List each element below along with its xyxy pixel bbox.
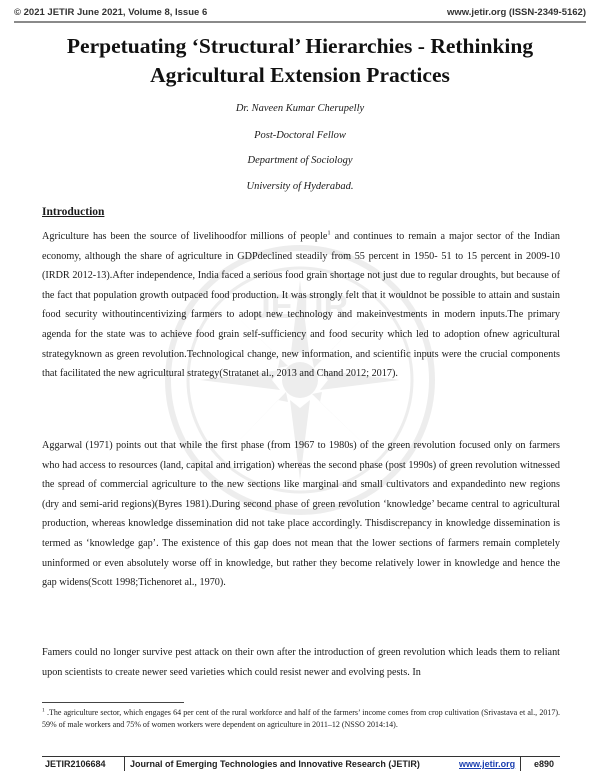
intro-paragraph-3: Famers could no longer survive pest attack on their own after the introduction of green revolution which leads them to reliant upon scientists to create newer seed varieties which could resist newer and evolving pests. In [42, 647, 560, 678]
author-position: Post-Doctoral Fellow [254, 130, 346, 141]
intro-paragraph-2: Aggarwal (1971) points out that while the first phase (from 1967 to 1980s) of the green revolution focused only on farmers who had access to resources (land, capital and irrigation) whereas the second phase (post 1990s) of green revolution witnessed the spread of commercial agriculture to the new sections like marginal and small cultivators and expandedinto new regions (dry and semi-arid regions)(Byres 1981).During second phase of green revolution ‘knowledge’ became central to agricultural production, whereas knowledge dissemination did not take place accordingly. Thisdiscrepancy in knowledge dissemination is termed as ‘knowledge gap’. The existence of this gap does not mean that the lower sections of farmers remain completely uninformed or even absolutely worse off in knowledge, but rather they become relatively lower in knowledge and hence the gap widens(Scott 1998;Tichenoret al., 1970). [42, 440, 560, 589]
footer-article-id: JETIR2106684 [45, 759, 106, 769]
footer-divider-2 [520, 757, 521, 771]
footnote-1 [42, 707, 560, 731]
footer-divider-1 [124, 757, 125, 771]
footer-journal-name: Journal of Emerging Technologies and Innovative Research (JETIR) [130, 759, 420, 769]
author-department: Department of Sociology [247, 155, 353, 166]
title-line-2: Agricultural Extension Practices [150, 63, 450, 87]
introduction-heading: Introduction [42, 206, 105, 218]
watermark-text: JETIR [251, 288, 349, 326]
footnote-ref-1[interactable]: 1 [327, 229, 331, 237]
footnote-text: .The agriculture sector, which engages 64 per cent of the rural workforce and half of the farmers’ income comes from crop cultivation (Srivastava et al., 2017). 59% of male workers and 75% of women workers were dependent on agriculture in 2011–12 (NSSO 2014:14). [42, 708, 560, 729]
intro-paragraph-1 [42, 227, 560, 384]
footer-page-number: e890 [534, 759, 555, 769]
title-line-1: Perpetuating ‘Structural’ Hierarchies - Rethinking [66, 34, 534, 58]
paper-title [20, 32, 580, 90]
footnote-divider [42, 702, 184, 703]
footnote-marker: 1 [42, 707, 45, 714]
intro-p1-text-a: Agriculture has been the source of livelihoodfor millions of people [42, 231, 328, 242]
running-header [14, 5, 586, 23]
footer-website-link[interactable]: www.jetir.org [459, 759, 516, 769]
author-university: University of Hyderabad. [246, 181, 354, 192]
header-website-issn: www.jetir.org (ISSN-2349-5162) [446, 7, 586, 18]
intro-p1-text-b: and continues to remain a major sector of the Indian economy, although the share of agriculture in GDPdeclined steadily from 55 percent in 1950- 51 to 15 percent in 2009-10 (IRDR 2012-13).After independence, India faced a serious food grain shortage not just due to regular droughts, but because of the fact that population growth outpaced food production. It was strongly felt that it wouldnot be possible to attain and sustain food security withoutincentivizing farmers to adopt new technology and makeinvestments in modern inputs.The primary agenda for the state was to achieve food grain self-sufficiency and food security which led to adoption ofnew agricultural strategyknown as green revolution.Technological change, new information, and scientific inputs were the crucial components that facilitated the new agricultural strategy(Stratanet al., 2013 and Chand 2012; 2017). [42, 231, 560, 380]
page-footer [42, 756, 560, 771]
author-name: Dr. Naveen Kumar Cherupelly [235, 103, 365, 114]
header-journal-info: © 2021 JETIR June 2021, Volume 8, Issue 6 [14, 7, 208, 18]
